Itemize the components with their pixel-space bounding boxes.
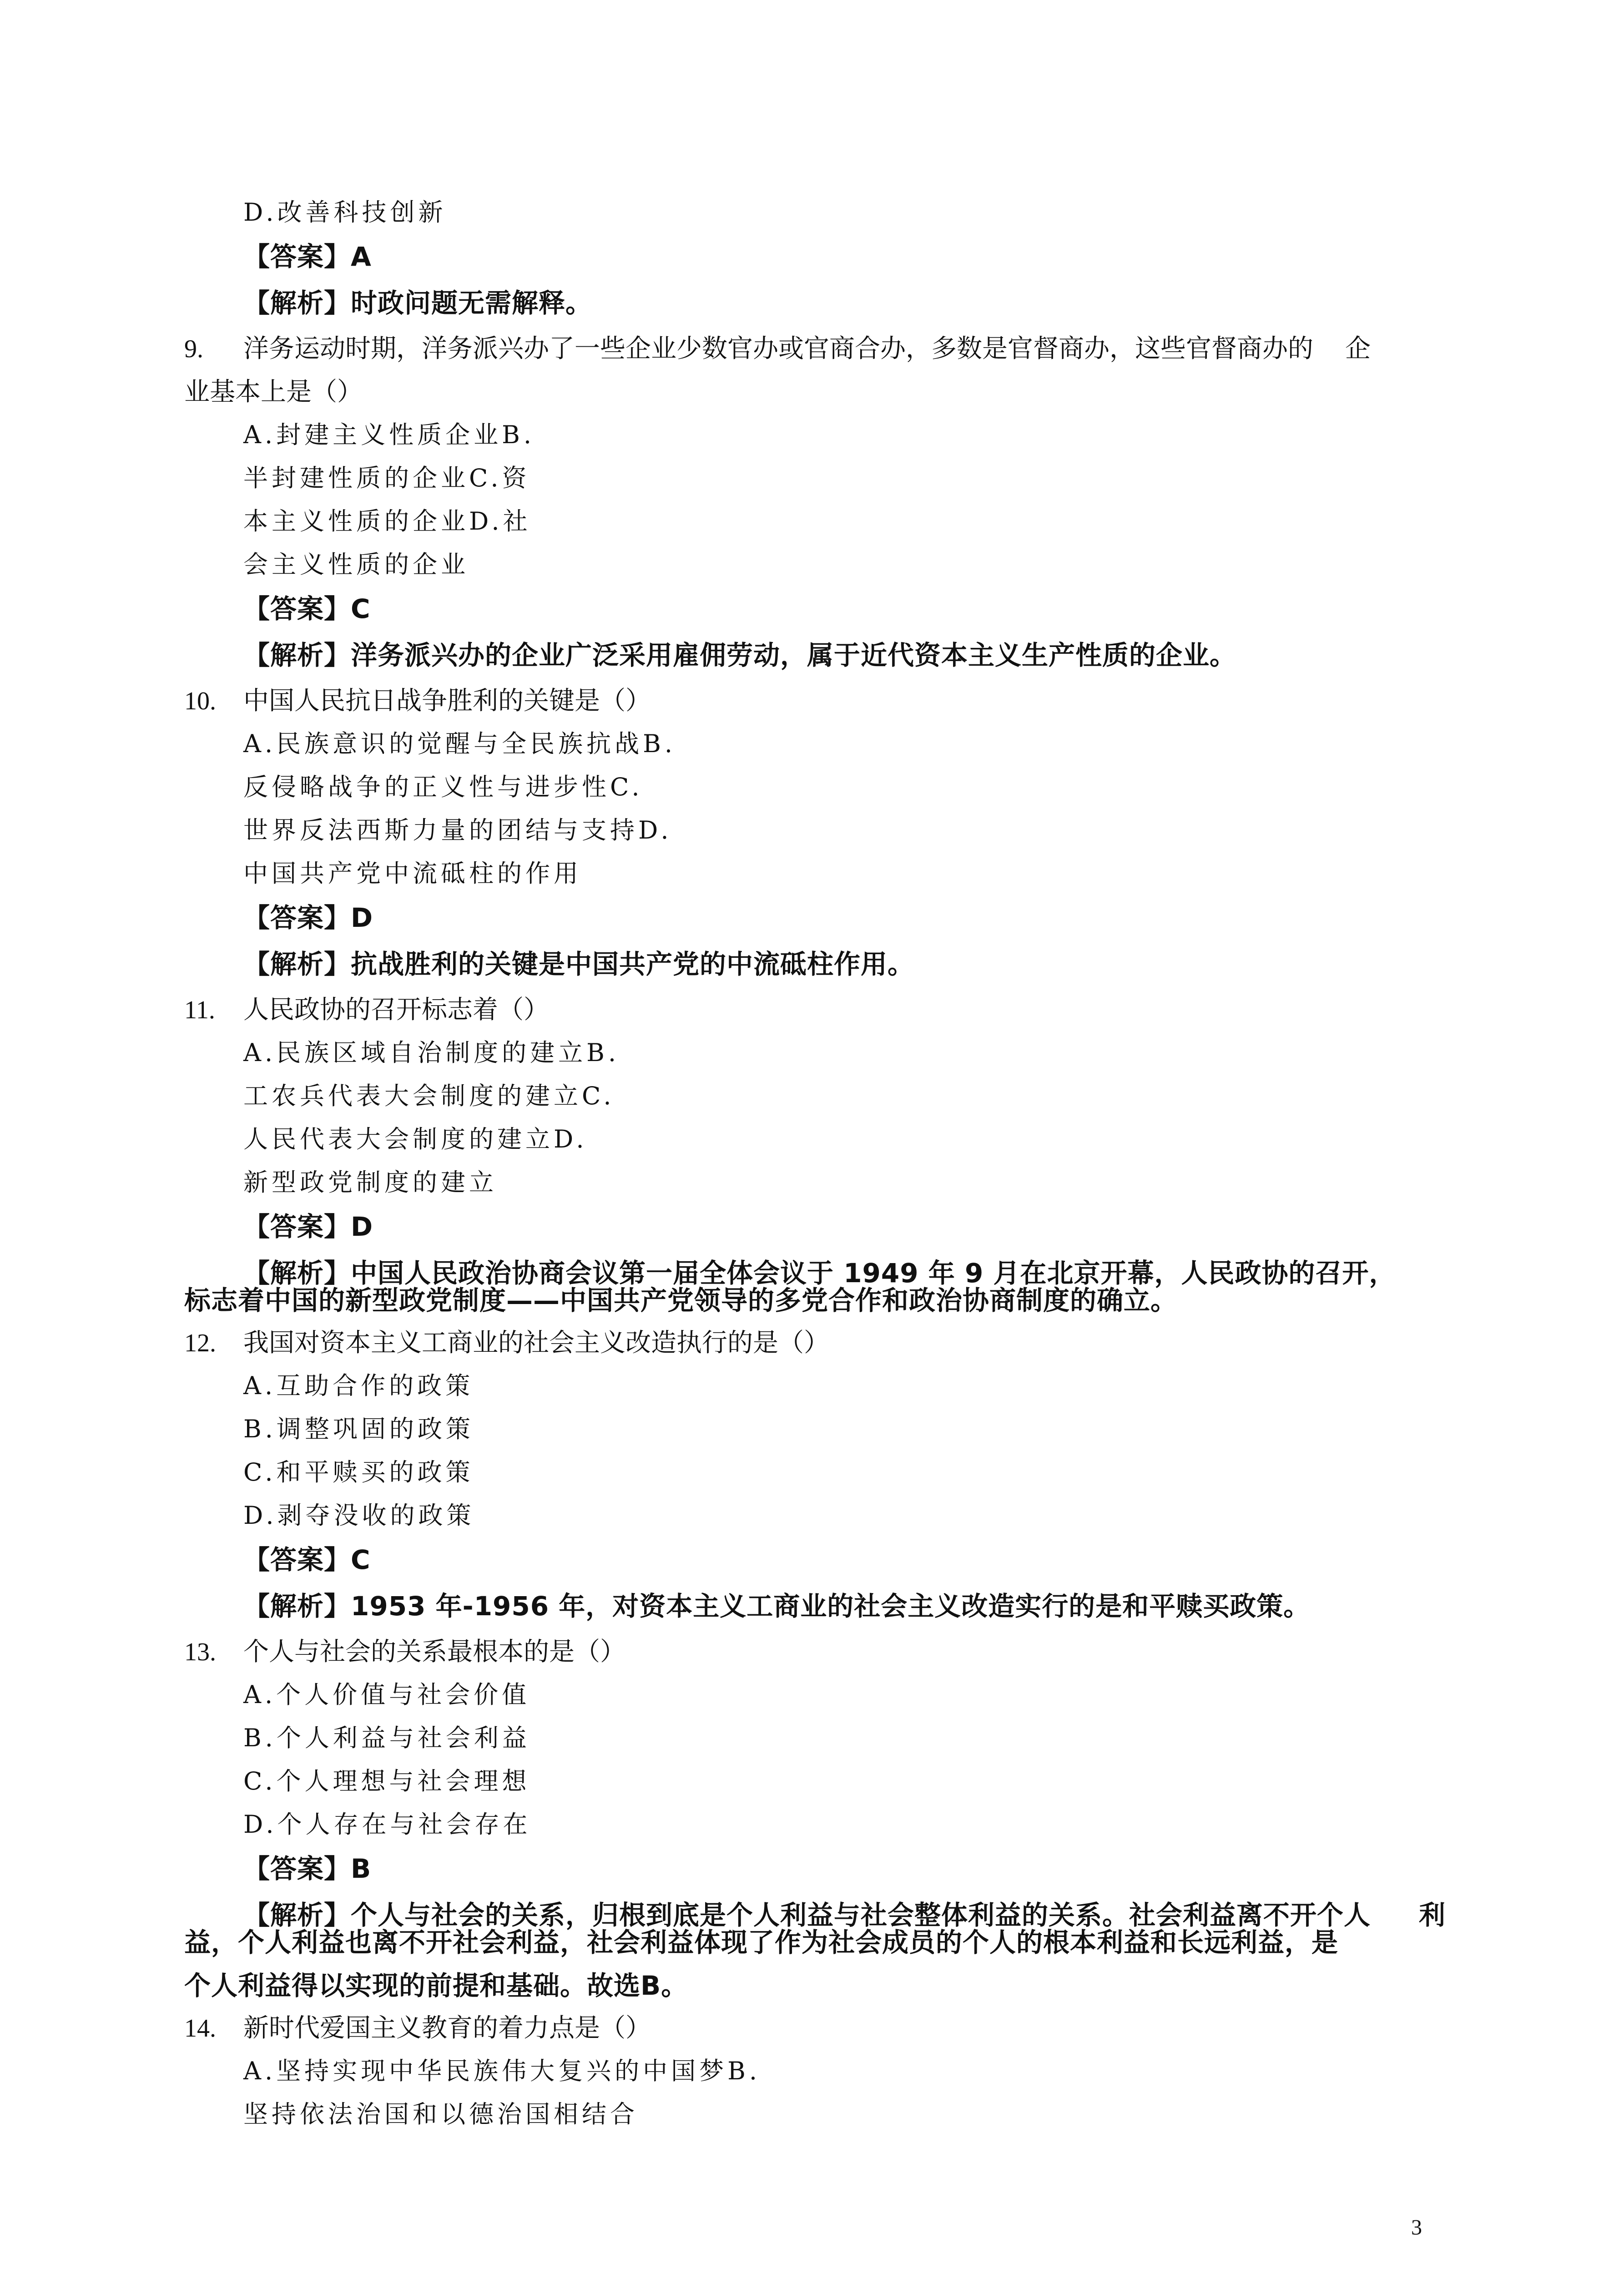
question-text: 个人与社会的关系最根本的是（）	[243, 1638, 625, 1666]
answer-line: 【解析】1953 年-1956 年，对资本主义工商业的社会主义改造实行的是和平赎买政策。	[243, 1591, 1311, 1622]
question-number: 9.	[184, 335, 203, 363]
option-line: C.和平赎买的政策	[243, 1458, 474, 1486]
option-line: 反侵略战争的正义性与进步性C.	[243, 773, 643, 801]
question-text: 洋务运动时期，洋务派兴办了一些企业少数官办或官商合办，多数是官督商办，这些官督商办的 企	[243, 335, 1371, 363]
answer-line: 【解析】洋务派兴办的企业广泛采用雇佣劳动，属于近代资本主义生产性质的企业。	[243, 640, 1237, 671]
option-line: D.剥夺没收的政策	[243, 1501, 475, 1530]
analysis-line: 【解析】个人与社会的关系，归根到底是个人利益与社会整体利益的关系。社会利益离不开个人 利	[243, 1900, 1446, 1931]
question-line	[184, 688, 651, 714]
option-line: B.调整巩固的政策	[243, 1415, 474, 1443]
option-line: A.民族意识的觉醒与全民族抗战B.	[243, 729, 676, 758]
question-number: 11.	[184, 996, 215, 1024]
answer-line: 【解析】时政问题无需解释。	[243, 288, 593, 318]
question-number: 12.	[184, 1329, 216, 1357]
question-continuation: 业基本上是（）	[184, 378, 363, 406]
option-line: 会主义性质的企业	[243, 550, 469, 579]
answer-line: 【答案】D	[243, 902, 373, 933]
option-line: 世界反法西斯力量的团结与支持D.	[243, 816, 672, 844]
option-line: 本主义性质的企业D.社	[243, 507, 531, 536]
question-text: 人民政协的召开标志着（）	[243, 996, 549, 1024]
option-line: D.个人存在与社会存在	[243, 1810, 531, 1839]
question-line	[184, 2016, 651, 2041]
analysis-line: 【解析】中国人民政治协商会议第一届全体会议于 1949 年 9 月在北京开幕，人民政协的召开，	[243, 1258, 1396, 1289]
answer-line: 【解析】抗战胜利的关键是中国共产党的中流砥柱作用。	[243, 949, 915, 980]
option-line: A.封建主义性质企业B.	[243, 420, 535, 449]
question-number: 10.	[184, 687, 216, 715]
option-line: 人民代表大会制度的建立D.	[243, 1125, 588, 1153]
question-line	[184, 997, 549, 1023]
question-line	[184, 1639, 625, 1665]
option-line: 半封建性质的企业C.资	[243, 464, 530, 492]
answer-line: 【答案】A	[243, 241, 372, 272]
question-text: 中国人民抗日战争胜利的关键是（）	[243, 687, 651, 715]
option-line: B.个人利益与社会利益	[243, 1724, 530, 1752]
question-line	[184, 336, 1371, 362]
question-text: 新时代爱国主义教育的着力点是（）	[243, 2014, 651, 2042]
option-line: 中国共产党中流砥柱的作用	[243, 859, 582, 888]
option-line: A.民族区域自治制度的建立B.	[243, 1038, 620, 1067]
answer-line: 【答案】C	[243, 1544, 371, 1575]
analysis-continuation: 益，个人利益也离不开社会利益，社会利益体现了作为社会成员的个人的根本利益和长远利益，是	[184, 1927, 1339, 1958]
answer-line: 【答案】B	[243, 1853, 372, 1884]
question-line	[184, 1330, 829, 1356]
option-line: C.个人理想与社会理想	[243, 1767, 530, 1795]
option-line: A.坚持实现中华民族伟大复兴的中国梦B.	[243, 2057, 761, 2085]
option-line: 坚持依法治国和以德治国相结合	[243, 2100, 638, 2128]
option-line: D.改善科技创新	[243, 198, 447, 227]
option-line: 工农兵代表大会制度的建立C.	[243, 1082, 615, 1110]
option-line: 新型政党制度的建立	[243, 1168, 497, 1197]
answer-line: 【答案】D	[243, 1211, 373, 1242]
answer-line: 【答案】C	[243, 593, 371, 624]
analysis-continuation: 个人利益得以实现的前提和基础。故选B。	[184, 1970, 688, 2001]
option-line: A.个人价值与社会价值	[243, 1680, 530, 1709]
question-number: 13.	[184, 1638, 216, 1666]
question-text: 我国对资本主义工商业的社会主义改造执行的是（）	[243, 1329, 829, 1357]
question-number: 14.	[184, 2014, 216, 2042]
page-number: 3	[1411, 2215, 1422, 2240]
option-line: A.互助合作的政策	[243, 1371, 474, 1400]
analysis-continuation: 标志着中国的新型政党制度——中国共产党领导的多党合作和政治协商制度的确立。	[184, 1285, 1178, 1316]
